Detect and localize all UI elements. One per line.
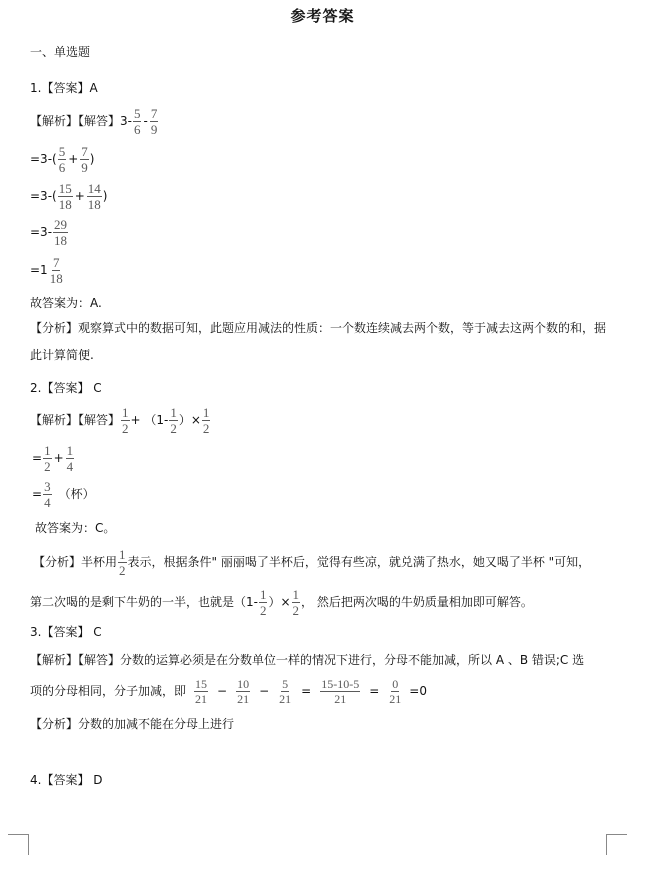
q3-explain-line-2 (30, 678, 427, 705)
fraction: $\frac{1}{2}$ (44, 443, 51, 474)
fraction: $\frac{1}{2}$ (122, 405, 129, 436)
operator: - (143, 114, 148, 129)
fraction: $\frac{1}{2}$ (259, 587, 267, 618)
q1-answer: 1.【答案】A (30, 81, 98, 95)
fraction: $\frac{15}{21}$ (195, 677, 208, 706)
explain-text: 项的分母相同，分子加减，即 (30, 684, 187, 699)
fraction: $\frac{1}{2}$ (119, 547, 126, 578)
fraction: $\frac{1}{4}$ (66, 443, 74, 474)
fraction: $\frac{14}{18}$ (87, 181, 101, 212)
expr-prefix: = (32, 451, 43, 466)
q2-conclusion: 故答案为：C。 (35, 521, 116, 535)
q1-explain-line-2 (30, 182, 107, 211)
q3-analysis: 【分析】分数的加减不能在分母上进行 (30, 717, 235, 731)
analysis-text: 表示，根据条件" 丽丽喝了半杯后，觉得有些凉，就兑满了热水，她又喝了半杯 "可知， (127, 555, 591, 570)
operator: + (74, 189, 85, 204)
expr-text: + （1- (130, 413, 169, 428)
operator: + (68, 152, 79, 167)
q1-explain-line-3 (30, 218, 69, 247)
fraction: $\frac{1}{2}$ (292, 587, 300, 618)
q1-explain-line-1 (30, 145, 94, 174)
analysis-text: 第二次喝的是剩下牛奶的一半，也就是（1- (30, 595, 258, 610)
fraction: $\frac{3}{4}$ (44, 479, 51, 510)
fraction: $\frac{7}{18}$ (49, 255, 63, 286)
operator: + (53, 451, 64, 466)
section-heading: 一、单选题 (30, 45, 91, 59)
expr-prefix: =3- (30, 225, 53, 240)
q2-analysis-line-1 (33, 548, 590, 577)
q3-answer: 3.【答案】 C (30, 625, 102, 639)
q4-answer: 4.【答案】 D (30, 773, 103, 787)
fraction: $\frac{7}{9}$ (150, 106, 158, 137)
expr-suffix: ) (102, 189, 108, 204)
fraction: $\frac{10}{21}$ (237, 677, 250, 706)
fraction: $\frac{5}{6}$ (133, 106, 141, 137)
q3-explain-line-1: 【解析】【解答】分数的运算必须是在分数单位一样的情况下进行，分母不能加减，所以 A 、B 错误;C 选 (30, 653, 585, 667)
q2-analysis-line-2 (30, 588, 533, 617)
expr-prefix: =3-( (30, 189, 57, 204)
operator: = (369, 684, 380, 699)
fraction: $\frac{15-10-5}{21}$ (321, 677, 360, 706)
expr-prefix: = (32, 487, 43, 502)
q2-explain-line-2 (32, 480, 95, 509)
q1-explain-line-0 (30, 107, 159, 136)
analysis-text: ， 然后把两次喝的牛奶质量相加即可解答。 (301, 595, 533, 610)
page-corner-mark-right (606, 834, 627, 855)
fraction: $\frac{1}{2}$ (170, 405, 177, 436)
operator: − (217, 684, 228, 699)
q1-explain-label: 【解析】【解答】 (30, 114, 121, 129)
expr-suffix: ) (89, 152, 95, 167)
expr-prefix: =1 (30, 263, 48, 278)
q2-explain-line-0 (30, 406, 211, 435)
operator: − (259, 684, 270, 699)
fraction: $\frac{0}{21}$ (389, 677, 402, 706)
q1-ex0-prefix: 3- (120, 114, 132, 129)
expr-prefix: =3-( (30, 152, 57, 167)
operator: = (301, 684, 312, 699)
q1-explain-line-4 (30, 256, 65, 285)
page-title: 参考答案 (290, 7, 355, 25)
q2-explain-line-1 (32, 444, 75, 473)
result-text: =0 (409, 684, 427, 699)
q1-conclusion: 故答案为：A. (30, 296, 102, 310)
fraction: $\frac{5}{21}$ (279, 677, 292, 706)
fraction: $\frac{1}{2}$ (202, 405, 210, 436)
analysis-text: ）× (268, 595, 291, 610)
analysis-text: 【分析】半杯用 (33, 555, 118, 570)
q2-answer: 2.【答案】 C (30, 381, 102, 395)
fraction: $\frac{7}{9}$ (81, 144, 88, 175)
unit-label: （杯） (58, 487, 95, 502)
fraction: $\frac{29}{18}$ (54, 217, 68, 248)
q1-analysis: 【分析】观察算式中的数据可知，此题应用减法的性质：一个数连续减去两个数，等于减去这两个数的和，据此计算简便. (30, 321, 607, 362)
q2-explain-label: 【解析】【解答】 (30, 413, 121, 428)
fraction: $\frac{15}{18}$ (58, 181, 72, 212)
expr-text: ）× (178, 413, 201, 428)
fraction: $\frac{5}{6}$ (58, 144, 66, 175)
page-corner-mark-left (8, 834, 29, 855)
